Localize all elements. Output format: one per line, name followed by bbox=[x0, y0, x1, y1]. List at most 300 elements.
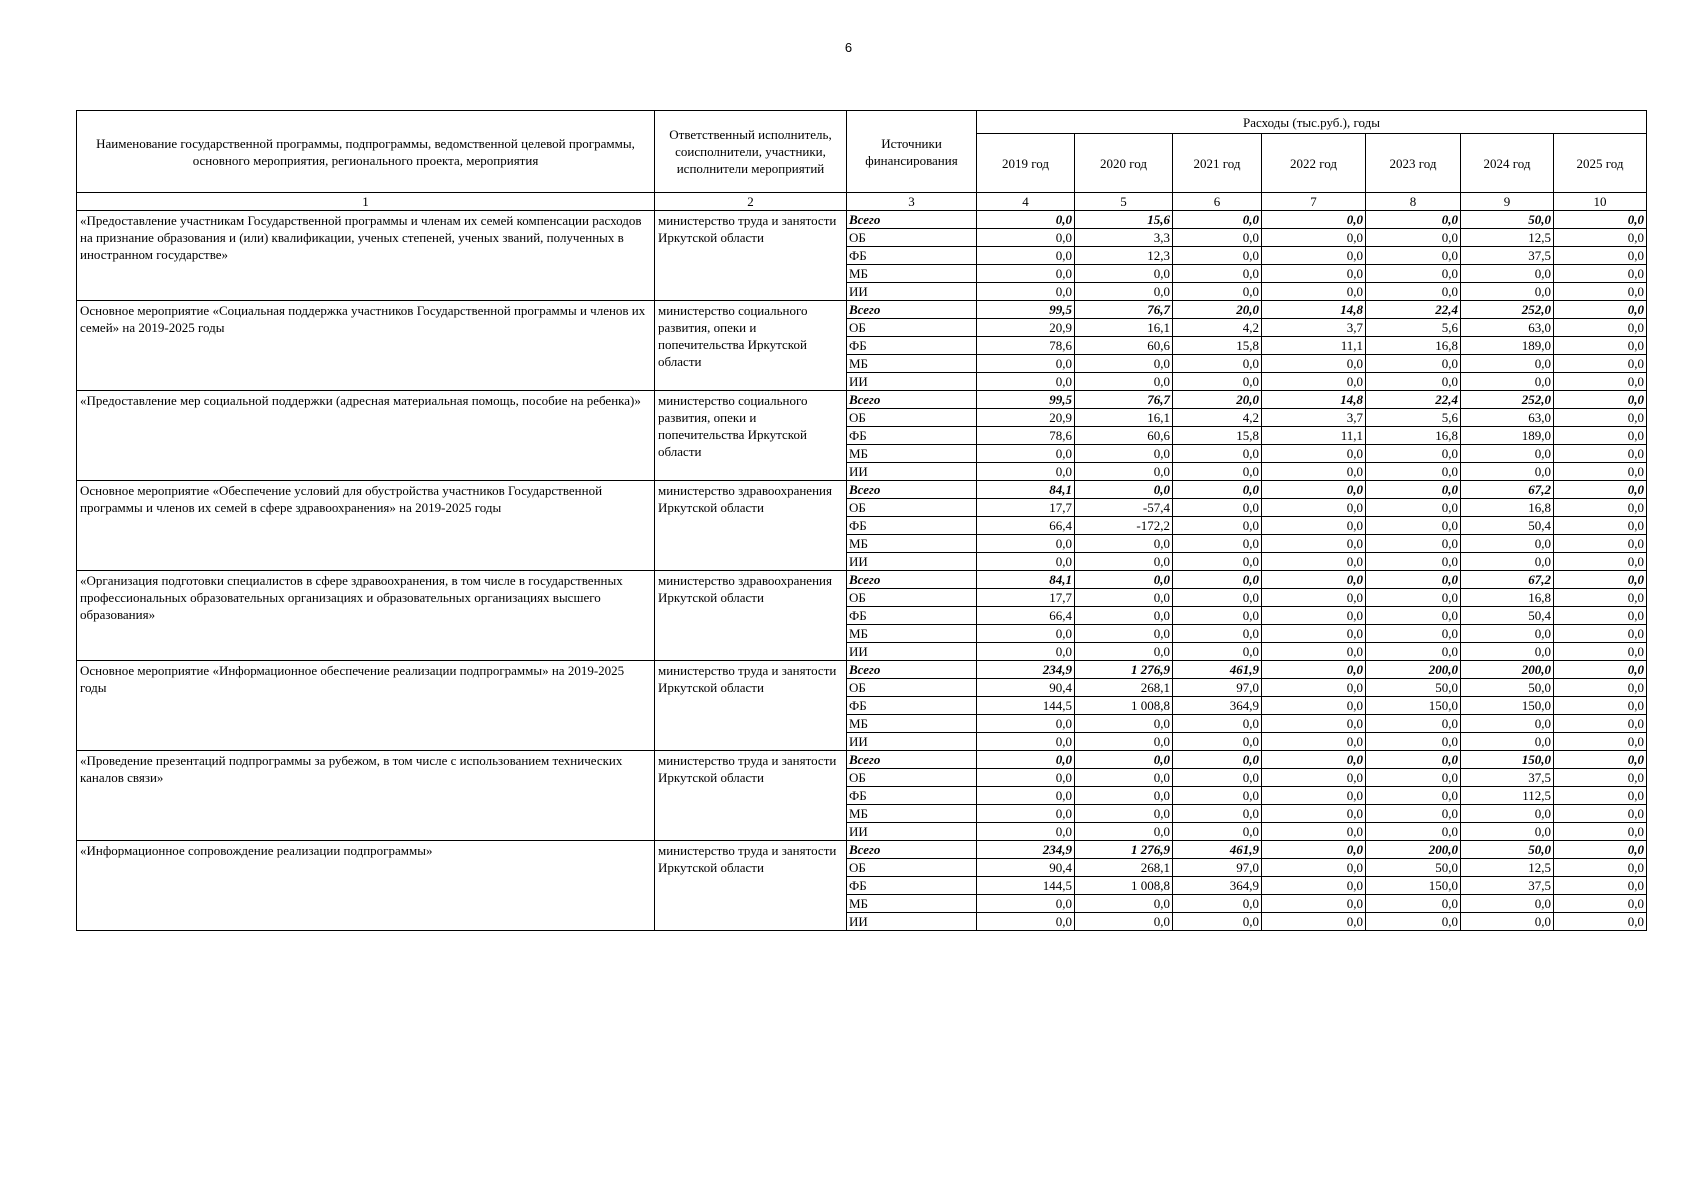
expense-value: 0,0 bbox=[1262, 283, 1366, 301]
expense-value: 0,0 bbox=[1554, 481, 1647, 499]
expense-value: 66,4 bbox=[977, 517, 1075, 535]
expense-value: 0,0 bbox=[1262, 841, 1366, 859]
expense-value: 0,0 bbox=[977, 643, 1075, 661]
measure-name: «Предоставление мер социальной поддержки (адресная материальная помощь, пособие на ребенка)» bbox=[77, 391, 655, 481]
expense-value: 364,9 bbox=[1173, 697, 1262, 715]
funding-source-regional: ОБ bbox=[847, 679, 977, 697]
expense-value: 0,0 bbox=[1262, 517, 1366, 535]
expense-value: 0,0 bbox=[977, 247, 1075, 265]
expense-value: 20,0 bbox=[1173, 391, 1262, 409]
expense-value: 0,0 bbox=[1262, 355, 1366, 373]
expense-value: 16,1 bbox=[1075, 319, 1173, 337]
expense-value: 0,0 bbox=[1262, 895, 1366, 913]
funding-source-other: ИИ bbox=[847, 373, 977, 391]
expense-value: 0,0 bbox=[977, 895, 1075, 913]
expense-value: 37,5 bbox=[1461, 877, 1554, 895]
expense-value: 0,0 bbox=[1554, 607, 1647, 625]
expense-value: 97,0 bbox=[1173, 679, 1262, 697]
expense-value: 0,0 bbox=[1075, 787, 1173, 805]
expense-value: 0,0 bbox=[1262, 229, 1366, 247]
funding-source-other: ИИ bbox=[847, 643, 977, 661]
funding-source-total: Всего bbox=[847, 841, 977, 859]
expense-value: 461,9 bbox=[1173, 841, 1262, 859]
expense-value: 0,0 bbox=[977, 229, 1075, 247]
expense-value: 50,0 bbox=[1461, 679, 1554, 697]
responsible-executor: министерство здравоохранения Иркутской области bbox=[655, 571, 847, 661]
funding-source-other: ИИ bbox=[847, 913, 977, 931]
funding-source-regional: ОБ bbox=[847, 319, 977, 337]
column-number: 8 bbox=[1366, 193, 1461, 211]
expense-value: 17,7 bbox=[977, 589, 1075, 607]
expense-value: 0,0 bbox=[977, 373, 1075, 391]
expense-value: 0,0 bbox=[977, 823, 1075, 841]
expense-value: 0,0 bbox=[977, 733, 1075, 751]
funding-source-municipal: МБ bbox=[847, 265, 977, 283]
expense-value: 0,0 bbox=[1554, 805, 1647, 823]
expense-value: 0,0 bbox=[1075, 265, 1173, 283]
column-number: 10 bbox=[1554, 193, 1647, 211]
funding-source-total: Всего bbox=[847, 661, 977, 679]
expense-value: 200,0 bbox=[1366, 841, 1461, 859]
column-number: 4 bbox=[977, 193, 1075, 211]
measure-name: «Информационное сопровождение реализации подпрограммы» bbox=[77, 841, 655, 931]
expense-value: 0,0 bbox=[1461, 895, 1554, 913]
expense-value: 0,0 bbox=[1461, 373, 1554, 391]
expense-value: 0,0 bbox=[1262, 607, 1366, 625]
funding-source-regional: ОБ bbox=[847, 769, 977, 787]
expense-value: 0,0 bbox=[1461, 535, 1554, 553]
expense-value: 0,0 bbox=[1262, 859, 1366, 877]
expense-value: 0,0 bbox=[1461, 715, 1554, 733]
funding-source-regional: ОБ bbox=[847, 589, 977, 607]
page-number: 6 bbox=[844, 40, 853, 55]
funding-source-federal: ФБ bbox=[847, 697, 977, 715]
expense-value: 112,5 bbox=[1461, 787, 1554, 805]
funding-source-municipal: МБ bbox=[847, 895, 977, 913]
expense-value: 5,6 bbox=[1366, 319, 1461, 337]
expense-value: 22,4 bbox=[1366, 391, 1461, 409]
expense-value: 0,0 bbox=[1554, 391, 1647, 409]
expense-value: 0,0 bbox=[977, 787, 1075, 805]
table-row bbox=[77, 751, 1647, 769]
expense-value: 189,0 bbox=[1461, 337, 1554, 355]
expense-value: 0,0 bbox=[1075, 283, 1173, 301]
funding-source-regional: ОБ bbox=[847, 859, 977, 877]
expense-value: 5,6 bbox=[1366, 409, 1461, 427]
expense-value: 252,0 bbox=[1461, 301, 1554, 319]
funding-source-federal: ФБ bbox=[847, 607, 977, 625]
expense-value: 0,0 bbox=[1554, 211, 1647, 229]
expense-value: 0,0 bbox=[1366, 247, 1461, 265]
expense-value: 76,7 bbox=[1075, 301, 1173, 319]
expense-value: 0,0 bbox=[1173, 553, 1262, 571]
expense-value: 0,0 bbox=[1173, 499, 1262, 517]
expense-value: 90,4 bbox=[977, 679, 1075, 697]
expense-value: 0,0 bbox=[1075, 571, 1173, 589]
expense-value: 0,0 bbox=[1075, 625, 1173, 643]
table-body bbox=[77, 211, 1647, 931]
expense-value: 0,0 bbox=[1554, 265, 1647, 283]
expense-value: 150,0 bbox=[1366, 877, 1461, 895]
header-year: 2019 год bbox=[977, 134, 1075, 193]
expense-value: 0,0 bbox=[1173, 787, 1262, 805]
expense-value: 16,8 bbox=[1461, 499, 1554, 517]
expense-value: 50,0 bbox=[1461, 841, 1554, 859]
expense-value: 150,0 bbox=[1461, 697, 1554, 715]
expense-value: 0,0 bbox=[1554, 337, 1647, 355]
expense-value: 0,0 bbox=[1554, 751, 1647, 769]
funding-source-municipal: МБ bbox=[847, 805, 977, 823]
expense-value: 0,0 bbox=[1554, 679, 1647, 697]
funding-source-other: ИИ bbox=[847, 553, 977, 571]
header-year: 2022 год bbox=[1262, 134, 1366, 193]
expense-value: 0,0 bbox=[1366, 355, 1461, 373]
expense-value: 20,9 bbox=[977, 319, 1075, 337]
expense-value: 0,0 bbox=[1075, 751, 1173, 769]
expense-value: 0,0 bbox=[1554, 319, 1647, 337]
expense-value: 0,0 bbox=[1262, 769, 1366, 787]
header-year: 2021 год bbox=[1173, 134, 1262, 193]
funding-source-total: Всего bbox=[847, 301, 977, 319]
expense-value: 0,0 bbox=[1366, 787, 1461, 805]
expense-value: 99,5 bbox=[977, 391, 1075, 409]
expense-value: 1 276,9 bbox=[1075, 841, 1173, 859]
expense-value: 0,0 bbox=[977, 445, 1075, 463]
table-row bbox=[77, 301, 1647, 319]
expense-value: 99,5 bbox=[977, 301, 1075, 319]
expense-value: 0,0 bbox=[1075, 553, 1173, 571]
expense-value: 0,0 bbox=[1366, 481, 1461, 499]
expense-value: 16,8 bbox=[1461, 589, 1554, 607]
expense-value: 0,0 bbox=[1075, 607, 1173, 625]
expense-value: 0,0 bbox=[1461, 265, 1554, 283]
expense-value: 0,0 bbox=[1075, 463, 1173, 481]
expense-value: 0,0 bbox=[1262, 733, 1366, 751]
expense-value: 0,0 bbox=[1366, 607, 1461, 625]
funding-source-other: ИИ bbox=[847, 283, 977, 301]
expense-value: 0,0 bbox=[1366, 517, 1461, 535]
expense-value: 0,0 bbox=[1554, 769, 1647, 787]
expense-value: 78,6 bbox=[977, 427, 1075, 445]
expense-value: 0,0 bbox=[1262, 247, 1366, 265]
funding-source-total: Всего bbox=[847, 751, 977, 769]
funding-source-other: ИИ bbox=[847, 733, 977, 751]
expense-value: 0,0 bbox=[1075, 481, 1173, 499]
expense-value: 76,7 bbox=[1075, 391, 1173, 409]
expense-value: 0,0 bbox=[1262, 679, 1366, 697]
expense-value: 4,2 bbox=[1173, 409, 1262, 427]
expense-value: 0,0 bbox=[1262, 877, 1366, 895]
expense-value: 14,8 bbox=[1262, 391, 1366, 409]
expense-value: 0,0 bbox=[1366, 265, 1461, 283]
expense-value: 0,0 bbox=[1173, 823, 1262, 841]
expense-value: 0,0 bbox=[1554, 553, 1647, 571]
expense-value: 0,0 bbox=[1262, 463, 1366, 481]
expense-value: 0,0 bbox=[1366, 373, 1461, 391]
expense-value: 0,0 bbox=[1075, 445, 1173, 463]
expense-value: 12,5 bbox=[1461, 859, 1554, 877]
expense-value: 0,0 bbox=[1366, 229, 1461, 247]
header-year: 2020 год bbox=[1075, 134, 1173, 193]
responsible-executor: министерство труда и занятости Иркутской области bbox=[655, 661, 847, 751]
expense-value: 66,4 bbox=[977, 607, 1075, 625]
expense-value: 0,0 bbox=[1366, 553, 1461, 571]
header-source: Источники финансирования bbox=[847, 111, 977, 193]
expense-value: 0,0 bbox=[1366, 445, 1461, 463]
expense-value: 0,0 bbox=[1173, 283, 1262, 301]
expense-value: 97,0 bbox=[1173, 859, 1262, 877]
expense-value: 17,7 bbox=[977, 499, 1075, 517]
expense-value: 0,0 bbox=[1554, 571, 1647, 589]
expense-value: 0,0 bbox=[1075, 823, 1173, 841]
expense-value: 0,0 bbox=[1554, 589, 1647, 607]
expense-value: 0,0 bbox=[1262, 589, 1366, 607]
expense-value: 144,5 bbox=[977, 697, 1075, 715]
funding-source-municipal: МБ bbox=[847, 715, 977, 733]
expenses-table bbox=[76, 110, 1647, 931]
expense-value: 0,0 bbox=[1173, 229, 1262, 247]
expense-value: 4,2 bbox=[1173, 319, 1262, 337]
responsible-executor: министерство социального развития, опеки и попечительства Иркутской области bbox=[655, 301, 847, 391]
table-row bbox=[77, 661, 1647, 679]
expense-value: 0,0 bbox=[1366, 715, 1461, 733]
expense-value: 37,5 bbox=[1461, 247, 1554, 265]
expense-value: 0,0 bbox=[1173, 643, 1262, 661]
expense-value: 0,0 bbox=[1075, 643, 1173, 661]
expense-value: 0,0 bbox=[1173, 265, 1262, 283]
expense-value: 0,0 bbox=[1173, 481, 1262, 499]
expense-value: 0,0 bbox=[1173, 445, 1262, 463]
expense-value: 150,0 bbox=[1366, 697, 1461, 715]
expense-value: 0,0 bbox=[1075, 355, 1173, 373]
expense-value: 0,0 bbox=[1461, 733, 1554, 751]
expense-value: 0,0 bbox=[1173, 913, 1262, 931]
header-name: Наименование государственной программы, подпрограммы, ведомственной целевой программы, основного мероприятия, регионального проекта, мероприятия bbox=[77, 111, 655, 193]
expense-value: 0,0 bbox=[1554, 733, 1647, 751]
expense-value: 12,3 bbox=[1075, 247, 1173, 265]
funding-source-federal: ФБ bbox=[847, 427, 977, 445]
expense-value: 0,0 bbox=[1554, 535, 1647, 553]
funding-source-federal: ФБ bbox=[847, 787, 977, 805]
responsible-executor: министерство труда и занятости Иркутской области bbox=[655, 841, 847, 931]
expense-value: 0,0 bbox=[977, 211, 1075, 229]
expense-value: 200,0 bbox=[1366, 661, 1461, 679]
expense-value: 0,0 bbox=[1554, 427, 1647, 445]
expense-value: 0,0 bbox=[977, 913, 1075, 931]
expense-value: 0,0 bbox=[1173, 355, 1262, 373]
expense-value: 0,0 bbox=[1366, 913, 1461, 931]
table-row bbox=[77, 391, 1647, 409]
measure-name: «Предоставление участникам Государственной программы и членам их семей компенсации расходов на признание образования и (или) квалификации, ученых степеней, ученых званий, полученных в иностранном государстве» bbox=[77, 211, 655, 301]
expense-value: 60,6 bbox=[1075, 427, 1173, 445]
expense-value: 0,0 bbox=[1262, 787, 1366, 805]
expense-value: 0,0 bbox=[1554, 445, 1647, 463]
funding-source-other: ИИ bbox=[847, 463, 977, 481]
expense-value: 63,0 bbox=[1461, 319, 1554, 337]
expense-value: 0,0 bbox=[1461, 823, 1554, 841]
funding-source-municipal: МБ bbox=[847, 355, 977, 373]
expense-value: 0,0 bbox=[1262, 373, 1366, 391]
funding-source-federal: ФБ bbox=[847, 877, 977, 895]
expense-value: 15,8 bbox=[1173, 427, 1262, 445]
column-number: 9 bbox=[1461, 193, 1554, 211]
funding-source-total: Всего bbox=[847, 391, 977, 409]
expense-value: 0,0 bbox=[1262, 481, 1366, 499]
funding-source-total: Всего bbox=[847, 481, 977, 499]
expense-value: 1 008,8 bbox=[1075, 697, 1173, 715]
column-number: 5 bbox=[1075, 193, 1173, 211]
measure-name: Основное мероприятие «Информационное обеспечение реализации подпрограммы» на 2019-2025 годы bbox=[77, 661, 655, 751]
expense-value: 84,1 bbox=[977, 481, 1075, 499]
expense-value: 11,1 bbox=[1262, 337, 1366, 355]
expense-value: 0,0 bbox=[1554, 373, 1647, 391]
expense-value: 0,0 bbox=[1554, 823, 1647, 841]
expense-value: 15,8 bbox=[1173, 337, 1262, 355]
expense-value: 0,0 bbox=[1554, 895, 1647, 913]
expense-value: 234,9 bbox=[977, 841, 1075, 859]
expense-value: 150,0 bbox=[1461, 751, 1554, 769]
expense-value: 50,0 bbox=[1461, 211, 1554, 229]
expense-value: 20,0 bbox=[1173, 301, 1262, 319]
responsible-executor: министерство труда и занятости Иркутской области bbox=[655, 751, 847, 841]
measure-name: «Проведение презентаций подпрограммы за рубежом, в том числе с использованием технических каналов связи» bbox=[77, 751, 655, 841]
expense-value: 0,0 bbox=[1554, 859, 1647, 877]
expense-value: 0,0 bbox=[1262, 571, 1366, 589]
expense-value: 0,0 bbox=[1554, 841, 1647, 859]
expense-value: 0,0 bbox=[1554, 643, 1647, 661]
column-number: 2 bbox=[655, 193, 847, 211]
expense-value: 0,0 bbox=[977, 355, 1075, 373]
expense-value: 63,0 bbox=[1461, 409, 1554, 427]
expense-value: 0,0 bbox=[1173, 607, 1262, 625]
expense-value: 234,9 bbox=[977, 661, 1075, 679]
expense-value: 0,0 bbox=[977, 769, 1075, 787]
expense-value: 0,0 bbox=[1554, 913, 1647, 931]
expense-value: 0,0 bbox=[977, 265, 1075, 283]
expense-value: 0,0 bbox=[1554, 877, 1647, 895]
expense-value: 0,0 bbox=[1173, 211, 1262, 229]
expense-value: 67,2 bbox=[1461, 571, 1554, 589]
expense-value: 0,0 bbox=[977, 283, 1075, 301]
expense-value: -57,4 bbox=[1075, 499, 1173, 517]
expense-value: 0,0 bbox=[1554, 301, 1647, 319]
expense-value: 461,9 bbox=[1173, 661, 1262, 679]
expense-value: 0,0 bbox=[1366, 733, 1461, 751]
measure-name: Основное мероприятие «Обеспечение условий для обустройства участников Государственной программы и членов их семей в сфере здравоохранения» на 2019-2025 годы bbox=[77, 481, 655, 571]
expense-value: 0,0 bbox=[1554, 697, 1647, 715]
table-row bbox=[77, 571, 1647, 589]
header-year: 2023 год bbox=[1366, 134, 1461, 193]
expense-value: 0,0 bbox=[1075, 769, 1173, 787]
expense-value: 0,0 bbox=[1075, 535, 1173, 553]
table-row bbox=[77, 481, 1647, 499]
expense-value: 12,5 bbox=[1461, 229, 1554, 247]
expense-value: 0,0 bbox=[1461, 643, 1554, 661]
expense-value: 0,0 bbox=[1366, 535, 1461, 553]
expense-value: 0,0 bbox=[1262, 913, 1366, 931]
expense-value: 0,0 bbox=[1366, 625, 1461, 643]
expense-value: 0,0 bbox=[1262, 625, 1366, 643]
expense-value: 50,0 bbox=[1366, 859, 1461, 877]
expense-value: 84,1 bbox=[977, 571, 1075, 589]
measure-name: «Организация подготовки специалистов в сфере здравоохранения, в том числе в государственных профессиональных образовательных организациях и образовательных организациях высшего образования» bbox=[77, 571, 655, 661]
expense-value: 0,0 bbox=[1262, 535, 1366, 553]
expense-value: 67,2 bbox=[1461, 481, 1554, 499]
expense-value: 0,0 bbox=[1461, 445, 1554, 463]
expense-value: 0,0 bbox=[977, 805, 1075, 823]
expense-value: 0,0 bbox=[1366, 769, 1461, 787]
expense-value: 0,0 bbox=[977, 751, 1075, 769]
expense-value: 0,0 bbox=[1173, 535, 1262, 553]
funding-source-federal: ФБ bbox=[847, 337, 977, 355]
expense-value: 0,0 bbox=[1173, 589, 1262, 607]
expense-value: 15,6 bbox=[1075, 211, 1173, 229]
expense-value: 200,0 bbox=[1461, 661, 1554, 679]
expense-value: 0,0 bbox=[977, 463, 1075, 481]
expense-value: 3,7 bbox=[1262, 409, 1366, 427]
expense-value: 0,0 bbox=[1366, 589, 1461, 607]
expense-value: 0,0 bbox=[1173, 463, 1262, 481]
expense-value: 0,0 bbox=[1366, 643, 1461, 661]
expense-value: 50,4 bbox=[1461, 517, 1554, 535]
expense-value: 0,0 bbox=[1262, 265, 1366, 283]
expense-value: 0,0 bbox=[1366, 571, 1461, 589]
expense-value: 0,0 bbox=[1075, 805, 1173, 823]
expense-value: 3,7 bbox=[1262, 319, 1366, 337]
expense-value: 0,0 bbox=[1075, 733, 1173, 751]
expense-value: 252,0 bbox=[1461, 391, 1554, 409]
expense-value: 0,0 bbox=[1366, 895, 1461, 913]
responsible-executor: министерство здравоохранения Иркутской области bbox=[655, 481, 847, 571]
expense-value: 0,0 bbox=[1554, 283, 1647, 301]
expense-value: 0,0 bbox=[1554, 499, 1647, 517]
expense-value: 0,0 bbox=[1173, 247, 1262, 265]
expense-value: 0,0 bbox=[1461, 355, 1554, 373]
expense-value: 1 008,8 bbox=[1075, 877, 1173, 895]
expense-value: 11,1 bbox=[1262, 427, 1366, 445]
expense-value: 0,0 bbox=[977, 625, 1075, 643]
expense-value: -172,2 bbox=[1075, 517, 1173, 535]
responsible-executor: министерство социального развития, опеки и попечительства Иркутской области bbox=[655, 391, 847, 481]
expense-value: 0,0 bbox=[1173, 733, 1262, 751]
expense-value: 20,9 bbox=[977, 409, 1075, 427]
column-number: 6 bbox=[1173, 193, 1262, 211]
expense-value: 0,0 bbox=[1366, 499, 1461, 517]
expense-value: 0,0 bbox=[1554, 247, 1647, 265]
expense-value: 0,0 bbox=[977, 535, 1075, 553]
funding-source-total: Всего bbox=[847, 571, 977, 589]
expense-value: 22,4 bbox=[1366, 301, 1461, 319]
expense-value: 14,8 bbox=[1262, 301, 1366, 319]
expense-value: 3,3 bbox=[1075, 229, 1173, 247]
expense-value: 0,0 bbox=[1262, 805, 1366, 823]
expense-value: 0,0 bbox=[1173, 751, 1262, 769]
column-number: 3 bbox=[847, 193, 977, 211]
expense-value: 0,0 bbox=[977, 553, 1075, 571]
funding-source-total: Всего bbox=[847, 211, 977, 229]
expense-value: 50,4 bbox=[1461, 607, 1554, 625]
funding-source-municipal: МБ bbox=[847, 535, 977, 553]
expense-value: 16,1 bbox=[1075, 409, 1173, 427]
expense-value: 0,0 bbox=[1173, 517, 1262, 535]
expense-value: 0,0 bbox=[1262, 643, 1366, 661]
expense-value: 60,6 bbox=[1075, 337, 1173, 355]
expense-value: 0,0 bbox=[1554, 625, 1647, 643]
funding-source-regional: ОБ bbox=[847, 229, 977, 247]
table-header bbox=[77, 111, 1647, 211]
expense-value: 0,0 bbox=[1262, 697, 1366, 715]
funding-source-regional: ОБ bbox=[847, 499, 977, 517]
